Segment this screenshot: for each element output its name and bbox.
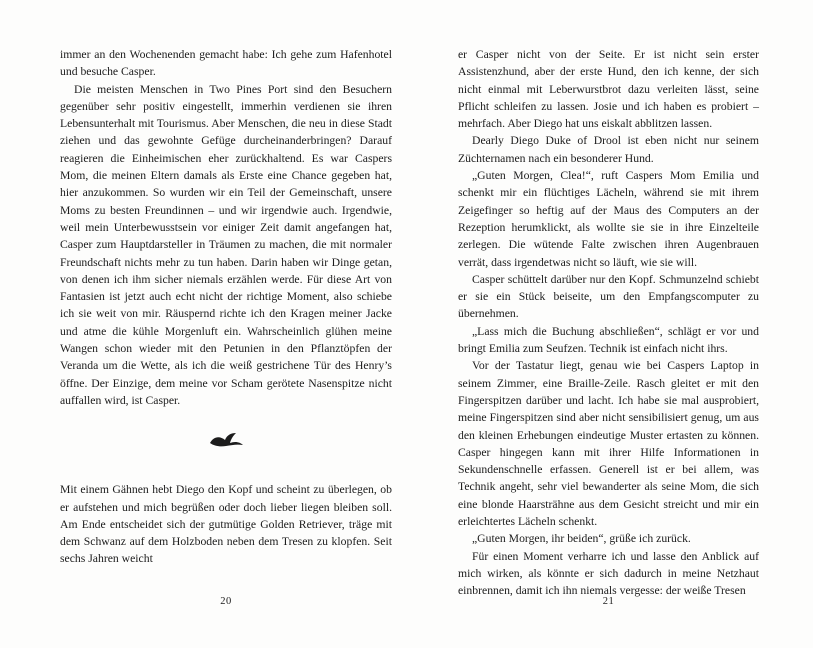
paragraph-right-greeting-emilia: „Guten Morgen, Clea!“, ruft Caspers Mom Emilia und schenkt mir ein flüchtiges Lächeln, während sie mit ihrem Zeigefinger so heftig auf der Maus des Computers an der Rezeption herumklickt, als wollte sie sie in ihre Einzelteile zerlegen. Die wütende Falte zwischen ihren Augenbrauen verrät, dass irgendetwas nicht so läuft, wie sie will. xyxy=(458,169,759,269)
page-number-right: 21 xyxy=(602,596,615,607)
paragraph-right-diego: Dearly Diego Duke of Drool ist eben nicht nur seinem Züchternamen nach ein besonderer Hund. xyxy=(458,134,759,165)
paragraph-right-booking: „Lass mich die Buchung abschließen“, schlägt er vor und bringt Emilia zum Seufzen. Technik ist einfach nicht ihrs. xyxy=(458,324,759,356)
paragraph-left-continuation: immer an den Wochenenden gemacht habe: Ich gehe zum Hafenhotel und besuche Casper. xyxy=(60,48,392,79)
paragraph-right-moment: Für einen Moment verharre ich und lasse den Anblick auf mich wirken, als könnte er sich dadurch in meine Netzhaut einbrennen, damit ich ihn niemals vergesse: der weiße Tresen xyxy=(458,549,759,598)
paragraph-left-main: Die meisten Menschen in Two Pines Port sind den Besuchern gegenüber sehr positiv eingestellt, immerhin verdienen sie ihren Lebensunterhalt mit Tourismus. Aber Menschen, die neu in diese Stadt ziehen und das gewohnte Gefüge durcheinanderbringen? Darauf reagieren die Einheimischen eher zurückhaltend. Es war Caspers Mom, die meinen Eltern damals als Erste eine Chance gegeben hat, hier anzukommen. So wurden wir ein Teil der Gemeinschaft, unsere Moms zu besten Freundinnen – und wir irgendwie auch. Irgendwie, weil mein Unterbewusstsein vor einiger Zeit damit angefangen hat, Casper zum Hauptdarsteller in Träumen zu machen, die mit normaler Freundschaft nichts mehr zu tun haben. Darin haben wir Dinge getan, von denen ich ihm sicher niemals erzählen werde. Für diese Art von Fantasien ist jetzt auch echt nicht der richtige Moment, also schiebe ich sie weit von mir. Räuspernd richte ich den Kragen meiner Jacke und atme die kühle Morgenluft ein. Wahrscheinlich glühen meine Wangen schon wieder mit den Petunien in den Pflanztöpfen der Veranda um die Wette, als ich die weiß gestrichene Tür des Henry’s öffne. Der Einzige, dem meine vor Scham gerötete Nasenspitze nicht auffallen wird, ist Casper. xyxy=(60,82,392,407)
paragraph-right-continuation: er Casper nicht von der Seite. Er ist nicht sein erster Assistenzhund, aber der erste Hund, den ich kenne, der sich nicht einmal mit Leberwurstbrot dazu verleiten lässt, seine Pflicht schleifen zu lassen. Josie und ich haben es probiert – mehrfach. Aber Diego hat uns eiskalt abblitzen lassen. xyxy=(458,48,759,131)
paragraph-right-braille: Vor der Tastatur liegt, genau wie bei Caspers Laptop in seinem Zimmer, eine Braille-Zeile. Rasch gleitet er mit den Fingerspitzen darüber und lacht. Ich habe sie mal ausprobiert, meine Fingerspitzen sind aber nicht sensibilisiert genug, um aus den kleinen Erhebungen eindeutige Muster ertasten zu können. Casper hingegen kann mit ihrer Hilfe Informationen in Sekundenschnelle erfassen. Generell ist er bei allem, was Technik angeht, sehr viel bewanderter als seine Mom, die sich eine blonde Haarsträhne aus dem Gesicht streicht und mir ein erleichtertes Lächeln schenkt. xyxy=(458,359,759,529)
paragraph-right-greeting-back: „Guten Morgen, ihr beiden“, grüße ich zurück. xyxy=(472,532,691,546)
right-text-column xyxy=(458,46,759,600)
page-number-left: 20 xyxy=(220,596,232,607)
left-text-column xyxy=(60,46,392,568)
flying-bird-ornament-icon xyxy=(208,431,244,449)
paragraph-left-after-break: Mit einem Gähnen hebt Diego den Kopf und scheint zu überlegen, ob er aufstehen und mich begrüßen oder doch lieber liegen bleiben soll. Am Ende entscheidet sich der gutmütige Golden Retriever, träge mit dem Schwanz auf dem Holzboden neben dem Tresen zu klopfen. Seit sechs Jahren weicht xyxy=(60,483,392,566)
paragraph-right-casper-head: Casper schüttelt darüber nur den Kopf. Schmunzelnd schiebt er sie ein Stück beiseite, um den Empfangscomputer zu übernehmen. xyxy=(458,272,759,321)
